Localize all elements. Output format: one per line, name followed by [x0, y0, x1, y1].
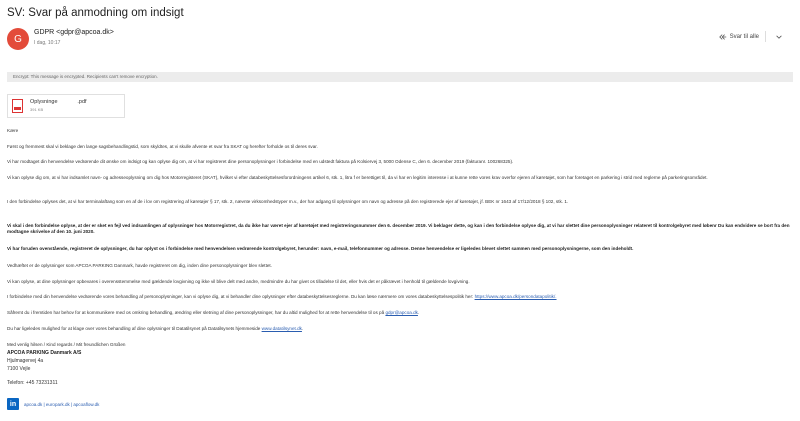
social-footer	[7, 398, 99, 410]
paragraph-end: .	[301, 326, 304, 331]
paragraph: Vedhæftet er de oplysninger som APCOA PARKING Danmark, havde registreret om dig, inden dine personoplysninger blev slettet.	[7, 263, 272, 268]
paragraph: Vi kan oplyse dig om, at vi har indsamlet navn- og adresseoplysning om dig hos Motorregisteret (SKAT), hvilket vi efter databeskyttelsesforordningens artikel 6, stk. 1, litra f er berettiget til, da vi har en legitim interesse i at kunne rette vores krav overfor ejeren af køretøjet, som har foretaget en parkering i strid med reglerne på parkeringsområdet.	[7, 175, 708, 180]
pdf-icon	[12, 99, 23, 113]
attachment-size: 391 KB	[30, 107, 44, 112]
email-subject: SV: Svar på anmodning om indsigt	[7, 7, 184, 19]
privacy-policy-link[interactable]: https://www.apcoa.dk/persondatapolitik/.	[474, 294, 557, 299]
paragraph	[7, 310, 793, 316]
reply-all-label: Svar til alle	[729, 34, 759, 40]
paragraph: Først og fremmest skal vi beklage den lange sagsbehandlingstid, som skyldtes, at vi skulle afvente et svar fra SKAT og herefter forholde os til deres svar.	[7, 144, 318, 149]
signature-phone: Telefon: +45 73231311	[7, 380, 58, 386]
sent-time: I dag, 10:17	[34, 40, 61, 46]
paragraph-text: Såfremt du i fremtiden har behov for at kommunikere med os omkring behandling, ændring eller sletning af dine personoplysninger, har du altid mulighed for at rette henvendelse til os på	[7, 310, 386, 315]
reply-all-icon	[719, 33, 727, 41]
signature-city: 7100 Vejle	[7, 366, 31, 372]
paragraph: Vi har modtaget din henvendelse vedrørende dit ønske om indsigt og kan oplyse dig om, at vi har registreret dine personoplysninger i forbindelse med en udstedt faktura på Kolsiervej 3, 5000 Odense C, den 6. december 2019 (fakturanr. 100268325).	[7, 159, 514, 164]
chevron-down-icon	[776, 34, 782, 40]
closing: Med venlig hilsen / Kind regards / Mit freundlichen Grüßen	[7, 342, 126, 347]
website-links[interactable]: apcoa.dk | europark.dk | apcoaflow.dk	[24, 401, 100, 407]
paragraph-bold: Vi har foruden ovenstående, registreret de oplysninger, du har oplyst os i forbindelse med henvendelsen vedrørende kontrolgebyret, herunder: navn, e-mail, telefonnummer og adresse. Denne henvendelse er ligeledes blevet slettet sammen med personoplysningerne, som den indeholdt.	[7, 246, 634, 251]
attachment-name: Oplysninge .pdf	[30, 99, 87, 105]
message-header	[7, 28, 793, 52]
paragraph: Vi kan oplyse, at dine oplysninger opbevares i overensstemmelse med gældende lovgivning og ikke vil blive delt med andre, medmindre du har givet os tilladelse til det, eller hvis det er påkrævet i henhold til gældende lovgivning.	[7, 279, 470, 284]
signature-street: Hjulmagervej 4a	[7, 358, 44, 364]
attachment-card[interactable]	[7, 94, 125, 118]
more-actions-button[interactable]	[765, 31, 791, 42]
paragraph-text: Du har ligeledes mulighed for at klage over vores behandling af dine oplysninger til Datatilsynet på Datatilsynets hjemmeside	[7, 326, 262, 331]
paragraph-text: I forbindelse med din henvendelse vedrørende vores behandling af personoplysninger, kan vi oplyse dig, at vi behandler dine oplysninger efter databeskyttelsesreglerne. Du kan læse nærmere om vores databeskyttelsespolitik her:	[7, 294, 475, 299]
signature-company: APCOA PARKING Danmark A/S	[7, 350, 82, 356]
encryption-notice: Encrypt: This message is encrypted. Recipients can't remove encryption.	[7, 72, 793, 82]
datatilsynet-link[interactable]: www.datatilsynet.dk	[261, 326, 302, 331]
paragraph: I den forbindelse oplyses det, at vi har terminalaftang som en af de i lov om registrering af køretøjer § 17, stk. 2, nævnte virksomhedstyper m.v., der har adgang til oplysninger om navn og adresse på den registrerede ejer af køretøjet, jf. BEK nr 1643 af 17/12/2018 § 102, stk. 1.	[7, 199, 569, 204]
paragraph	[7, 326, 793, 332]
avatar[interactable]: G	[7, 28, 29, 50]
paragraph	[7, 294, 793, 300]
sender-address[interactable]: GDPR <gdpr@apcoa.dk>	[34, 29, 114, 36]
reply-all-button[interactable]	[719, 30, 759, 44]
gdpr-email-link[interactable]: gdpr@apcoa.dk	[385, 310, 418, 315]
paragraph-end: .	[417, 310, 420, 315]
paragraph-bold: Vi skal i den forbindelse oplyse, at der er sket en fejl ved indsamlingen af oplysninger hos Motorregistret, da du ikke har været ejer af køretøjet med registreringsnummer den 6. december 2019. Vi beklager dette, og kan i den forbindelse oplyse dig, at vi har slettet dine personoplysninger relateret til kontrolgebyret med løbenr Du kan endvidere se bort fra den modtagne skrivelse af den 10. juni 2020.	[7, 223, 790, 235]
linkedin-icon[interactable]: in	[7, 398, 19, 410]
greeting: Kære	[7, 128, 19, 133]
